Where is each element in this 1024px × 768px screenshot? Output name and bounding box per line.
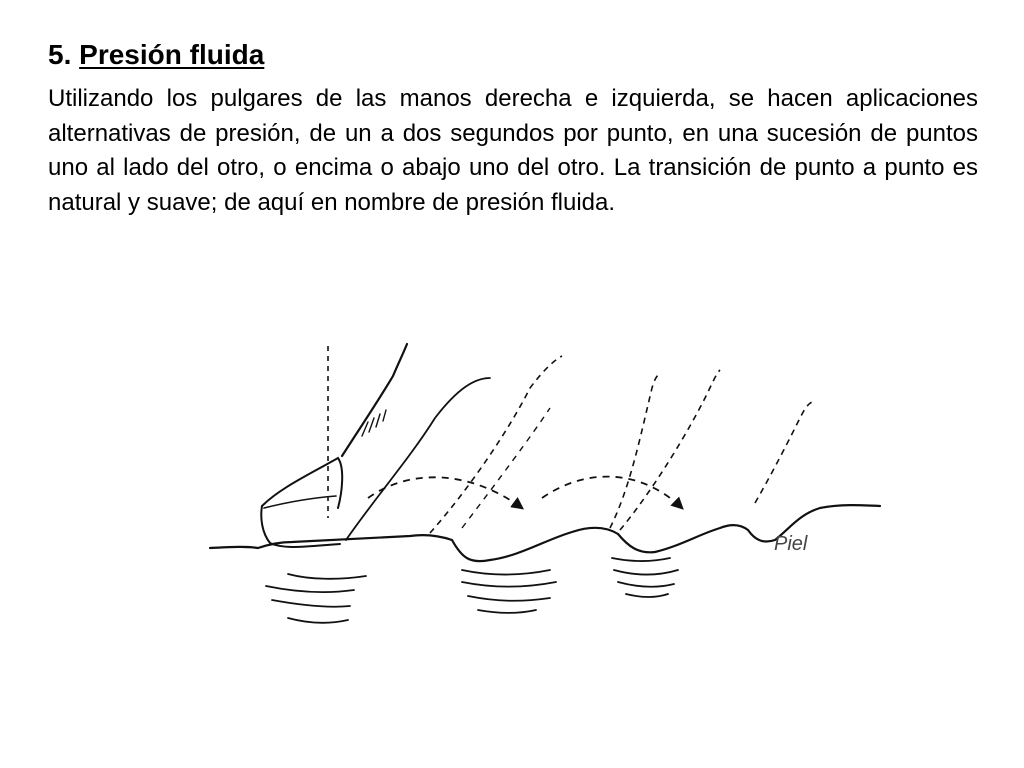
skin-label: Piel: [774, 533, 808, 555]
thumb-pressure-illustration: [200, 318, 1000, 638]
thumb-wrinkle-marks: [362, 410, 386, 436]
dashed-thumb-position-6: [755, 402, 812, 503]
dashed-thumb-position-4: [610, 375, 660, 528]
illustration-drawing: [200, 318, 1000, 638]
movement-arrow-2: [542, 477, 682, 508]
section-heading: [48, 38, 264, 72]
dashed-thumb-position-2: [430, 356, 562, 533]
dashed-thumb-position-3: [462, 408, 550, 528]
section-number: 5.: [48, 39, 72, 70]
tissue-lines-under-thumb: [266, 574, 366, 623]
dashed-thumb-position-5: [620, 370, 720, 530]
section-title: Presión fluida: [79, 39, 265, 70]
thumb-back-line: [342, 344, 407, 456]
body-paragraph: Utilizando los pulgares de las manos derecha e izquierda, se hacen aplicaciones alternativas de presión, de un a dos segundos por punto, en una sucesión de puntos uno al lado del otro, o encima o abajo uno del otro. La transición de punto a punto es natural y suave; de aquí en nombre de presión fluida.: [48, 85, 978, 216]
thumb-nail: [264, 496, 336, 508]
movement-arrow-1: [368, 477, 522, 508]
tissue-lines-under-point-3: [612, 558, 678, 597]
tissue-lines-under-point-2: [462, 570, 556, 613]
thumb-front-line: [346, 378, 490, 540]
